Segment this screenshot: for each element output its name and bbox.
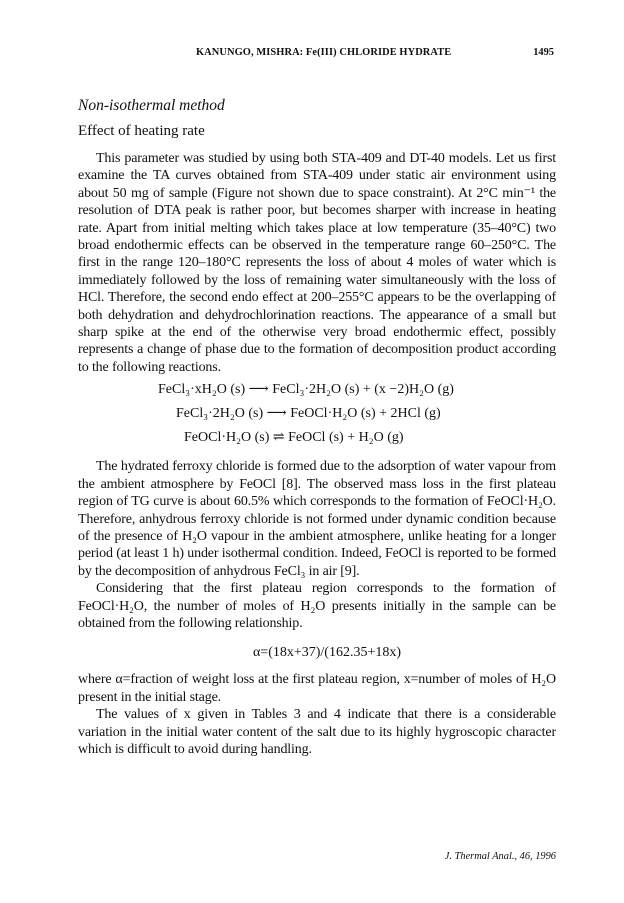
section-title: Non-isothermal method xyxy=(78,97,225,114)
alpha-relationship: α=(18x+37)/(162.35+18x) xyxy=(252,645,402,661)
paragraph-plateau-region: Considering that the first plateau region corresponds to the formation of FeOCl·H₂O, the number of moles of H₂O presents initially in the sample can be obtained from the following relationship. xyxy=(78,581,556,631)
equation-2-left: FeCl₃·2H₂O (s) xyxy=(176,406,264,422)
equation-3 xyxy=(78,429,556,446)
equation-3-left: FeOCl·H₂O (s) xyxy=(184,430,270,446)
subsection-title: Effect of heating rate xyxy=(78,123,205,139)
paragraph-ferroxy-chloride: The hydrated ferroxy chloride is formed due to the adsorption of water vapour from the ambient atmosphere by FeOCl [8]. The observed mass loss in the first plateau region of TG curve is about 60.5% which corresponds to the formation of FeOCl·H₂O. Therefore, anhydrous ferroxy chloride is not formed under dynamic condition because of the presence of H₂O vapour in the ambient atmosphere, unlike heating for a longer period (at least 1 h) under isothermal condition. Indeed, FeOCl is reported to be formed by the decomposition of anhydrous FeCl₃ in air [9]. xyxy=(78,459,556,579)
equilibrium-arrow: ⇌ xyxy=(272,430,285,446)
reaction-arrow: ⟶ xyxy=(248,382,269,398)
equation-1 xyxy=(78,381,556,398)
main-content xyxy=(78,96,556,758)
paragraph-water-content: The values of x given in Tables 3 and 4 indicate that there is a considerable variation in the initial water content of the salt due to its highly hygroscopic character which is difficult to avoid during handling. xyxy=(78,707,556,757)
equation-2-right: FeOCl·H₂O (s) + 2HCl (g) xyxy=(290,406,441,422)
equation-1-left: FeCl₃·xH₂O (s) xyxy=(158,382,246,398)
journal-citation: J. Thermal Anal., 46, 1996 xyxy=(444,851,556,862)
reaction-arrow: ⟶ xyxy=(266,406,287,422)
page-number: 1495 xyxy=(533,47,554,58)
paragraph-variable-definitions: where α=fraction of weight loss at the first plateau region, x=number of moles of H₂O present in the initial stage. xyxy=(78,672,556,705)
page-header xyxy=(78,47,554,63)
equation-2 xyxy=(78,405,556,422)
equation-1-right: FeCl₃·2H₂O (s) + (x −2)H₂O (g) xyxy=(272,382,454,398)
running-title: KANUNGO, MISHRA: Fe(III) CHLORIDE HYDRATE xyxy=(196,47,452,58)
equation-3-right: FeOCl (s) + H₂O (g) xyxy=(288,430,404,446)
reaction-equations xyxy=(78,381,556,446)
paragraph-heating-rate: This parameter was studied by using both STA-409 and DT-40 models. Let us first examine the TA curves obtained from STA-409 under static air environment using about 50 mg of sample (Figure not shown due to space constraint). At 2°C min⁻¹ the resolution of DTA peak is rather poor, but becomes sharper with increase in heating rate. Apart from initial melting which takes place at low temperature (35–40°C) two broad endothermic effects can be observed in the temperature range 60–250°C. The first in the range 120–180°C represents the loss of about 4 moles of water which is immediately followed by the loss of remaining water simultaneously with the loss of HCl. Therefore, the second endo effect at 200–255°C appears to be the overlapping of both dehydration and dehydrochlorination reactions. The appearance of a small but sharp spike at the end of the otherwise very broad endothermic effect, possibly represents a change of phase due to the formation of decomposition product according to the following reactions. xyxy=(78,151,556,375)
